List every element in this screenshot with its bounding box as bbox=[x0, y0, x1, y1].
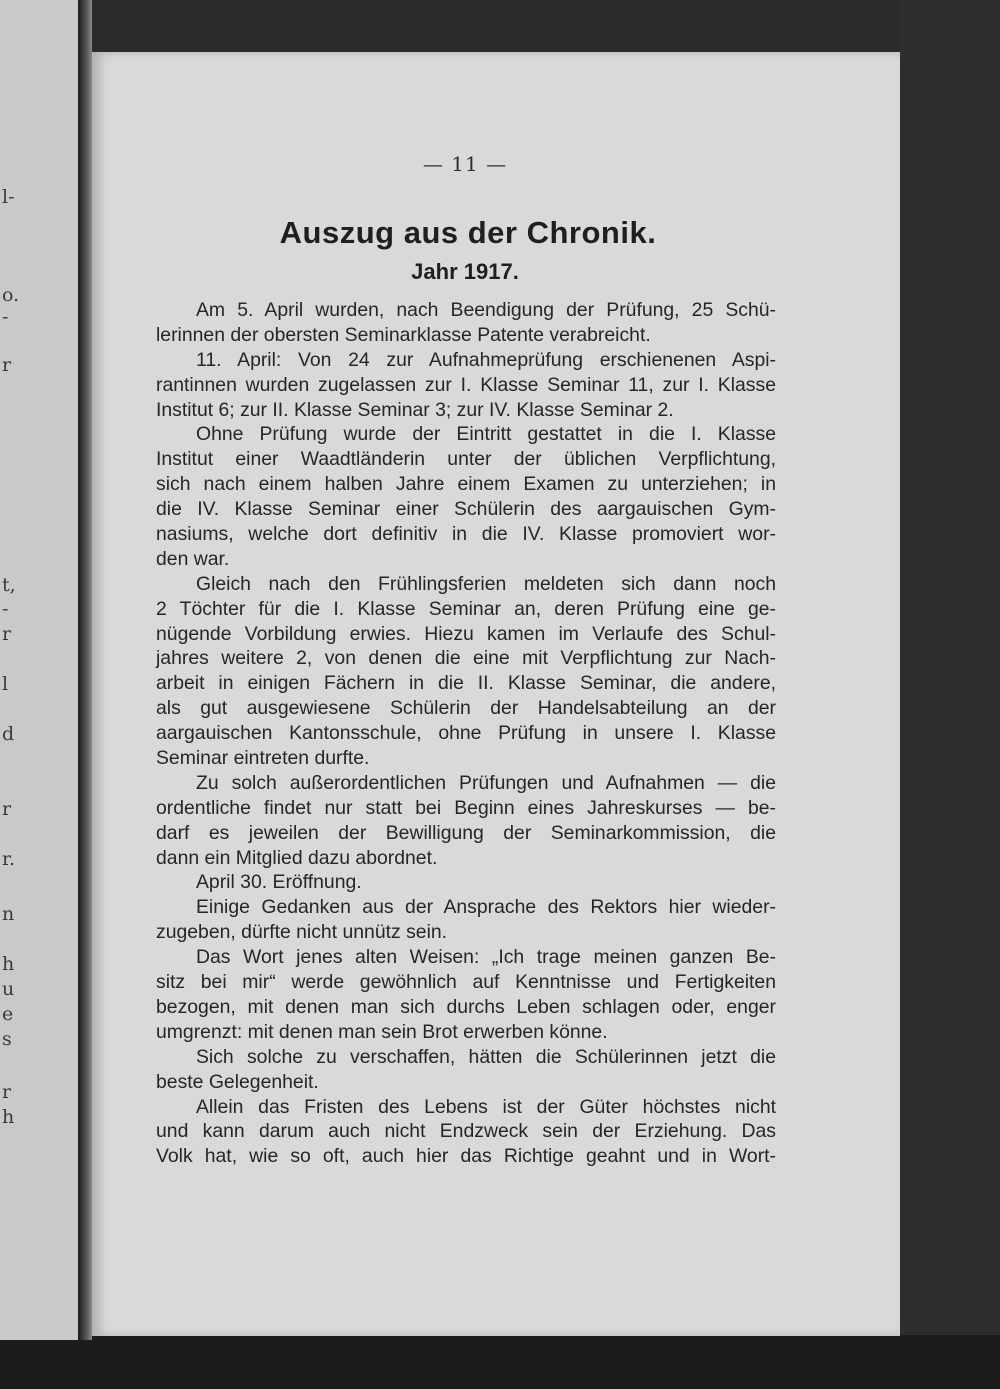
facing-page-fragment: h bbox=[2, 953, 15, 975]
text-line: Das Wort jenes alten Weisen: „Ich trage meinen ganzen Be- bbox=[196, 946, 776, 969]
year-heading: Jahr 1917. bbox=[411, 259, 519, 284]
text-line: nügende Vorbildung erwies. Hiezu kamen im Verlaufe des Schul- bbox=[156, 622, 776, 645]
facing-page-fragment: u bbox=[2, 978, 15, 1000]
text-line: sitz bei mir“ werde gewöhnlich auf Kenntnisse und Fertigkeiten bbox=[156, 971, 776, 994]
text-line: Am 5. April wurden, nach Beendigung der Prüfung, 25 Schü- bbox=[196, 299, 776, 321]
facing-page-fragment: r bbox=[2, 798, 12, 820]
facing-page-fragment: - bbox=[2, 306, 9, 328]
text-line: umgrenzt: mit denen man sein Brot erwerben könne. bbox=[156, 1020, 608, 1043]
chronicle-body-text bbox=[156, 298, 776, 1169]
text-line: darf es jeweilen der Bewilligung der Seminarkommission, die bbox=[156, 821, 776, 844]
scan-background-right bbox=[900, 0, 1000, 1389]
text-line: Gleich nach den Frühlingsferien meldeten sich dann noch bbox=[196, 572, 776, 595]
text-line: dann ein Mitglied dazu abordnet. bbox=[156, 846, 438, 869]
text-line: sich nach einem halben Jahre einem Examen zu unterziehen; in bbox=[156, 473, 776, 496]
text-line: jahres weitere 2, von denen die eine mit Verpflichtung zur Nach- bbox=[156, 647, 776, 670]
text-line: ordentliche findet nur statt bei Beginn eines Jahreskurses — be- bbox=[156, 796, 776, 819]
text-line: Zu solch außerordentlichen Prüfungen und Aufnahmen — die bbox=[196, 771, 776, 794]
text-line: Institut einer Waadtländerin unter der üblichen Verpflichtung, bbox=[156, 448, 776, 471]
facing-page-fragment: l bbox=[2, 673, 9, 695]
text-line: lerinnen der obersten Seminarklasse Patente verabreicht. bbox=[156, 323, 651, 346]
text-line: beste Gelegenheit. bbox=[156, 1070, 319, 1093]
facing-page-fragment: t, bbox=[2, 574, 16, 596]
text-line: rantinnen wurden zugelassen zur I. Klasse Seminar 11, zur I. Klasse bbox=[156, 373, 776, 396]
page-number: — 11 — bbox=[422, 152, 508, 176]
facing-page-fragment: n bbox=[2, 903, 15, 925]
text-line: den war. bbox=[156, 547, 230, 570]
text-line: Ohne Prüfung wurde der Eintritt gestattet in die I. Klasse bbox=[196, 423, 776, 446]
page-title: Auszug aus der Chronik. bbox=[279, 215, 657, 250]
text-line: nasiums, welche dort definitiv in die IV. Klasse promoviert wor- bbox=[156, 523, 776, 546]
text-line: bezogen, mit denen man sich durchs Leben schlagen oder, enger bbox=[156, 995, 776, 1018]
text-line: April 30. Eröffnung. bbox=[196, 871, 362, 894]
facing-page-fragment: - bbox=[2, 598, 9, 620]
text-line: Institut 6; zur II. Klasse Seminar 3; zur IV. Klasse Seminar 2. bbox=[156, 398, 674, 421]
text-line: Allein das Fristen des Lebens ist der Güter höchstes nicht bbox=[196, 1095, 776, 1118]
text-line: zugeben, dürfte nicht unnütz sein. bbox=[156, 921, 448, 944]
text-line: 11. April: Von 24 zur Aufnahmeprüfung erschienenen Aspi- bbox=[196, 348, 776, 371]
text-line: Seminar eintreten durfte. bbox=[156, 747, 370, 770]
text-line: arbeit in einigen Fächern in die II. Klasse Seminar, die andere, bbox=[156, 672, 776, 695]
facing-page-fragment: r. bbox=[2, 848, 16, 870]
scan-background-top bbox=[0, 0, 1000, 60]
text-line: als gut ausgewiesene Schülerin der Handelsabteilung an der bbox=[156, 697, 776, 720]
facing-page-fragment: o. bbox=[2, 284, 20, 306]
facing-page-fragment: l- bbox=[2, 186, 15, 208]
facing-page-fragment: s bbox=[2, 1028, 12, 1050]
text-line: aargauischen Kantonsschule, ohne Prüfung in unsere I. Klasse bbox=[156, 722, 776, 745]
text-line: Volk hat, wie so oft, auch hier das Richtige geahnt und in Wort- bbox=[156, 1145, 776, 1168]
book-binding-gutter bbox=[78, 0, 92, 1340]
text-line: 2 Töchter für die I. Klasse Seminar an, deren Prüfung eine ge- bbox=[156, 597, 776, 620]
text-line: Einige Gedanken aus der Ansprache des Rektors hier wieder- bbox=[196, 896, 776, 919]
facing-page-fragment: r bbox=[2, 354, 12, 376]
facing-page-fragment: r bbox=[2, 623, 12, 645]
facing-page-fragment: r bbox=[2, 1081, 12, 1103]
facing-page-fragment: d bbox=[2, 723, 15, 745]
facing-page-fragment: h bbox=[2, 1106, 15, 1128]
text-line: Sich solche zu verschaffen, hätten die Schülerinnen jetzt die bbox=[196, 1045, 776, 1068]
text-line: und kann darum auch nicht Endzweck sein der Erziehung. Das bbox=[156, 1120, 776, 1143]
scan-background-bottom bbox=[0, 1335, 1000, 1389]
facing-page-text-fragments bbox=[0, 0, 20, 1340]
text-line: die IV. Klasse Seminar einer Schülerin des aargauischen Gym- bbox=[156, 498, 776, 521]
facing-page-fragment: e bbox=[2, 1003, 14, 1025]
